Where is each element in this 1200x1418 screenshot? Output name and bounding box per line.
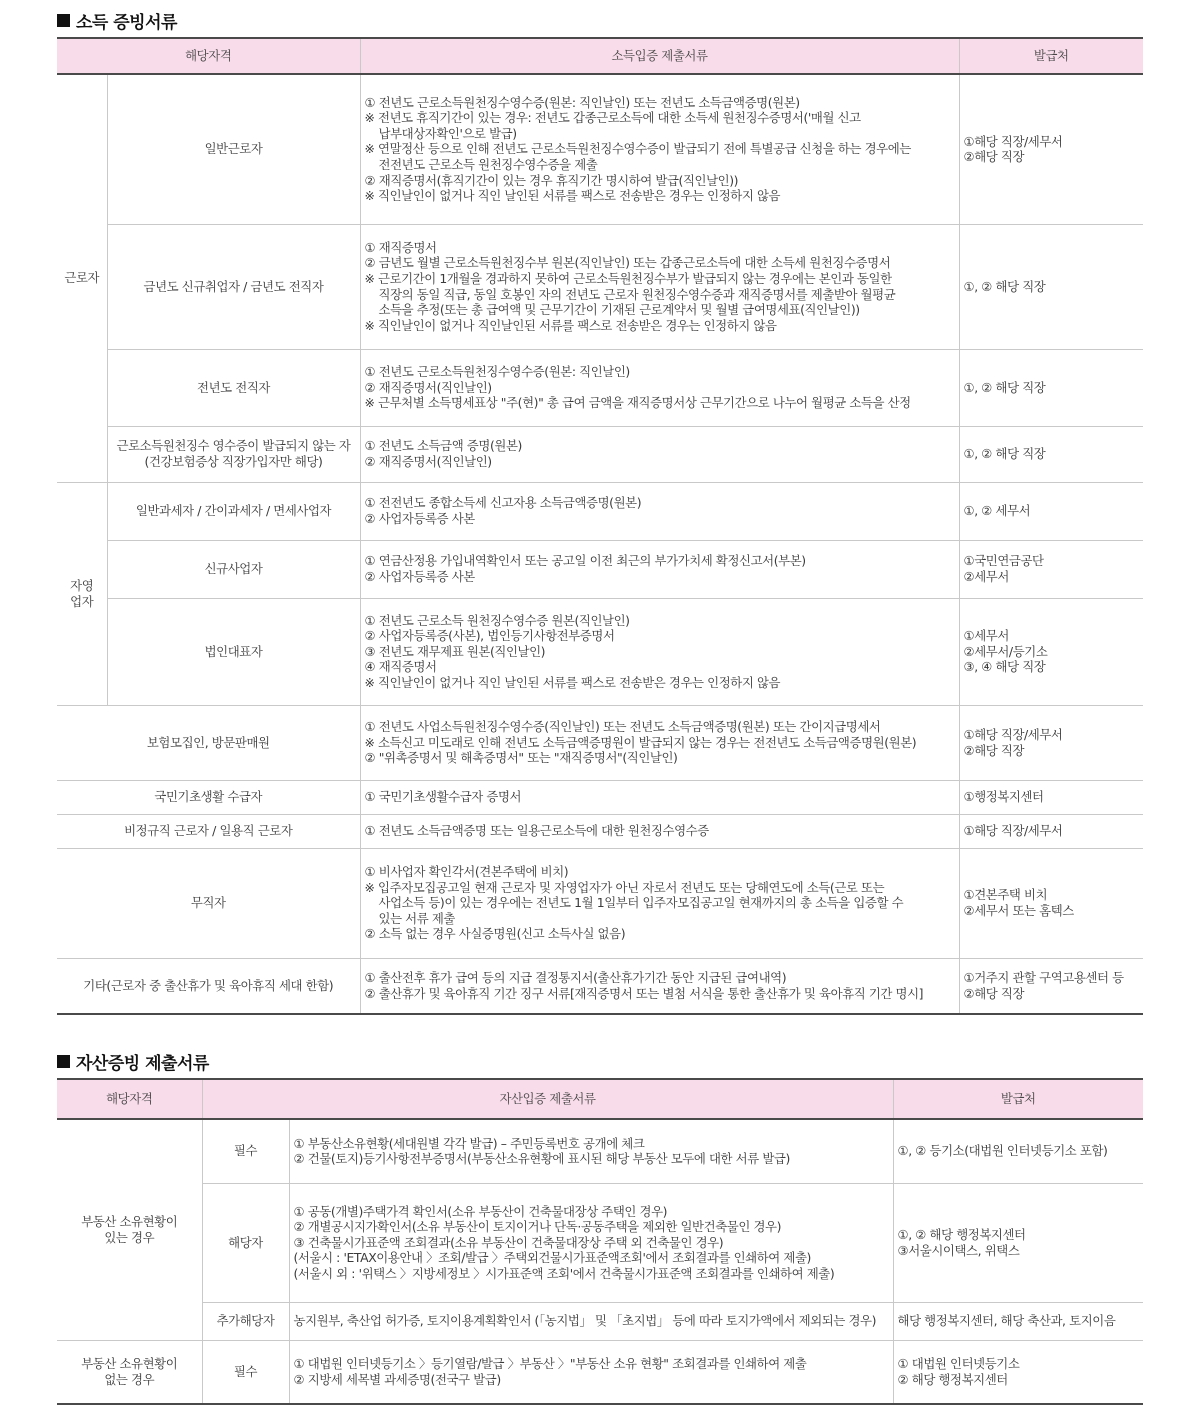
table-row [57, 224, 1143, 349]
doc-line: 직장의 동일 직급, 동일 호봉인 자의 전년도 근로자 원천징수영수증과 재직증명서를 제출받아 월평균 [378, 286, 896, 302]
col-header-documents: 자산입증 제출서류 [202, 1079, 893, 1119]
doc-line: ※ 직인날인이 없거나 직인 날인된 서류를 팩스로 전송받은 경우는 인정하지 않음 [364, 188, 781, 204]
col-header-issuer: 발급처 [893, 1079, 1143, 1119]
table-row [57, 1340, 1143, 1404]
issuer-line: ① 대법원 인터넷등기소 [897, 1356, 1020, 1372]
doc-line: (서울시 외 : '위택스 〉지방세정보 〉시가표준액 조회'에서 건축물시가표준액 조회결과를 인쇄하여 제출) [293, 1265, 835, 1281]
issuer-cell [959, 814, 1143, 848]
qualification-cell: 법인대표자 [107, 598, 360, 705]
issuer-line: ②세무서 [963, 569, 1009, 584]
documents-cell [360, 540, 959, 598]
asset-table-wrap [57, 1078, 1143, 1405]
documents-cell [360, 74, 959, 224]
documents-cell [360, 958, 959, 1014]
table-header-row [57, 38, 1143, 74]
table-row [57, 598, 1143, 705]
doc-line: ② "위촉증명서 및 해촉증명서" 또는 "재직증명서"(직인날인) [364, 750, 678, 766]
doc-line: ※ 직인날인이 없거나 직인날인된 서류를 팩스로 전송받은 경우는 인정하지 않음 [364, 317, 777, 333]
table-row [57, 1302, 1143, 1340]
table-row [57, 780, 1143, 814]
issuer-line: ①해당 직장/세무서 [963, 823, 1063, 839]
doc-line: ② 사업자등록증 사본 [364, 569, 475, 584]
asset-documents-table [57, 1078, 1143, 1405]
qualification-cell: 무직자 [57, 848, 360, 958]
issuer-line: ①, ② 등기소(대법원 인터넷등기소 포함) [897, 1143, 1108, 1159]
qualification-cell: 국민기초생활 수급자 [57, 780, 360, 814]
doc-line: ※ 근로기간이 1개월을 경과하지 못하여 근로소득원천징수부가 발급되지 않는 경우에는 본인과 동일한 [364, 270, 892, 286]
documents-cell [289, 1119, 893, 1183]
doc-line: ① 국민기초생활수급자 증명서 [364, 789, 522, 805]
doc-line: ② 건물(토지)등기사항전부증명서(부동산소유현황에 표시된 해당 부동산 모두에 대한 서류 발급) [293, 1151, 790, 1167]
issuer-line: ①, ② 해당 행정복지센터 [897, 1226, 1026, 1242]
doc-line: ③ 전년도 재무제표 원본(직인날인) [364, 643, 546, 659]
qualification-cell: 보험모집인, 방문판매원 [57, 705, 360, 780]
doc-line: ② 지방세 세목별 과세증명(전국구 발급) [293, 1371, 501, 1387]
qualification-cell: 기타(근로자 중 출산휴가 및 육아휴직 세대 한함) [57, 958, 360, 1014]
doc-line: ① 전년도 근로소득원천징수영수증(원본: 직인날인) [364, 364, 630, 380]
doc-line: ② 사업자등록증(사본), 법인등기사항전부증명서 [364, 628, 615, 644]
requirement-kind-cell: 필수 [202, 1340, 289, 1404]
table-row [57, 1183, 1143, 1302]
issuer-cell [959, 598, 1143, 705]
doc-line: 소득을 추정(또는 총 급여액 및 근무기간이 기재된 근로계약서 및 월별 급여명세표(직인날인)) [378, 302, 860, 318]
table-row [57, 482, 1143, 540]
doc-line: ① 전년도 근로소득 원천징수영수증 원본(직인날인) [364, 612, 630, 628]
qualification-cell: 일반근로자 [107, 74, 360, 224]
qualification-cell: 비정규직 근로자 / 일용직 근로자 [57, 814, 360, 848]
qualification-cell: 전년도 전직자 [107, 349, 360, 426]
table-row [57, 958, 1143, 1014]
square-bullet-icon [57, 14, 70, 27]
issuer-cell [959, 349, 1143, 426]
doc-line: ※ 근무처별 소득명세표상 "주(현)" 총 급여 금액을 재직증명서상 근무기간으로 나누어 월평균 소득을 산정 [364, 395, 911, 411]
col-header-qualification: 해당자격 [57, 1079, 202, 1119]
doc-line: ② 출산휴가 및 육아휴직 기간 징구 서류[재직증명서 또는 별첨 서식을 통한 출산휴가 및 육아휴직 기간 명시] [364, 985, 924, 1001]
doc-line: ※ 소득신고 미도래로 인해 전년도 소득금액증명원이 발급되지 않는 경우는 전전년도 소득금액증명원(원본) [364, 734, 917, 750]
issuer-cell [959, 540, 1143, 598]
documents-cell [360, 598, 959, 705]
requirement-kind-cell: 해당자 [202, 1183, 289, 1302]
issuer-line: ②세무서 또는 홈텍스 [963, 903, 1074, 918]
issuer-line: ①국민연금공단 [963, 553, 1044, 569]
asset-section-heading [57, 1049, 209, 1073]
documents-cell [289, 1340, 893, 1404]
table-row [57, 349, 1143, 426]
doc-line: ① 전년도 근로소득원천징수영수증(원본: 직인날인) 또는 전년도 소득금액증명(원본) [364, 94, 800, 110]
doc-line: ④ 재직증명서 [364, 659, 437, 675]
doc-line: (서울시 : 'ETAX이용안내 〉조회/발급 〉주택외건물시가표준액조회'에서 조회결과를 인쇄하여 제출) [293, 1250, 811, 1266]
doc-line: 사업소득 등)이 있는 경우에는 전년도 1월 1일부터 입주자모집공고일 현재까지의 총 소득을 입증할 수 [378, 895, 904, 911]
income-documents-table [57, 37, 1143, 1015]
doc-line: ① 전전년도 종합소득세 신고자용 소득금액증명(원본) [364, 495, 642, 511]
doc-line: ② 금년도 월별 근로소득원천징수부 원본(직인날인) 또는 갑종근로소득에 대한 소득세 원천징수증명서 [364, 255, 891, 271]
qualification-cell: 신규사업자 [107, 540, 360, 598]
documents-cell [360, 848, 959, 958]
issuer-cell [959, 705, 1143, 780]
doc-line: 농지원부, 축산업 허가증, 토지이용계획확인서 (「농지법」 및 「초지법」 등에 따라 토지가액에서 제외되는 경우) [293, 1313, 877, 1329]
table-row [57, 848, 1143, 958]
issuer-line: ② 해당 행정복지센터 [897, 1371, 1008, 1387]
issuer-cell [959, 224, 1143, 349]
table-row [57, 540, 1143, 598]
issuer-line: ②해당 직장 [963, 742, 1025, 758]
issuer-cell [959, 780, 1143, 814]
doc-line: ※ 연말정산 등으로 인해 전년도 근로소득원천징수영수증이 발급되기 전에 특별공급 신청을 하는 경우에는 [364, 141, 911, 157]
group-label-property-owner: 부동산 소유현황이 있는 경우 [57, 1119, 202, 1340]
issuer-line: ①견본주택 비치 [963, 887, 1048, 903]
issuer-cell [959, 848, 1143, 958]
documents-cell [360, 482, 959, 540]
requirement-kind-cell: 추가해당자 [202, 1302, 289, 1340]
requirement-kind-cell: 필수 [202, 1119, 289, 1183]
doc-line: ※ 입주자모집공고일 현재 근로자 및 자영업자가 아닌 자로서 전년도 또는 당해연도에 소득(근로 또는 [364, 879, 885, 895]
doc-line: 납부대상자확인'으로 발급) [378, 125, 517, 141]
doc-line: ② 재직증명서(직인날인) [364, 454, 492, 469]
issuer-line: 해당 행정복지센터, 해당 축산과, 토지이음 [897, 1313, 1116, 1329]
qualification-cell: 근로소득원천징수 영수증이 발급되지 않는 자 (건강보험증상 직장가입자만 해당) [107, 426, 360, 482]
table-row [57, 74, 1143, 224]
doc-line: ① 비사업자 확인각서(견본주택에 비치) [364, 864, 569, 880]
doc-line: ② 사업자등록증 사본 [364, 511, 475, 526]
doc-line: ② 개별공시지가확인서(소유 부동산이 토지이거나 단독·공동주택을 제외한 일반건축물인 경우) [293, 1219, 782, 1235]
issuer-line: ①, ② 해당 직장 [963, 379, 1046, 395]
issuer-line: ③서울시이택스, 위택스 [897, 1242, 1020, 1258]
qualification-cell: 금년도 신규취업자 / 금년도 전직자 [107, 224, 360, 349]
issuer-line: ③, ④ 해당 직장 [963, 659, 1046, 675]
documents-cell [360, 224, 959, 349]
table-row [57, 426, 1143, 482]
doc-line: ③ 건축물시가표준액 조회결과(소유 부동산이 건축물대장상 주택 외 건축물인 경우) [293, 1234, 724, 1250]
doc-line: ① 전년도 사업소득원천징수영수증(직인날인) 또는 전년도 소득금액증명(원본) 또는 간이지급명세서 [364, 719, 881, 735]
issuer-cell [893, 1340, 1143, 1404]
issuer-line: ①, ② 세무서 [963, 503, 1031, 519]
group-label-non-owner: 부동산 소유현황이 없는 경우 [57, 1340, 202, 1404]
issuer-cell [959, 74, 1143, 224]
documents-cell [289, 1183, 893, 1302]
col-header-qualification: 해당자격 [57, 38, 360, 74]
group-label-self-employed: 자영 업자 [57, 482, 107, 705]
doc-line: ② 재직증명서(직인날인) [364, 379, 492, 395]
issuer-line: ①해당 직장/세무서 [963, 726, 1063, 742]
documents-cell [289, 1302, 893, 1340]
documents-cell [360, 780, 959, 814]
doc-line: 있는 서류 제출 [378, 910, 455, 926]
issuer-cell [959, 426, 1143, 482]
table-row [57, 705, 1143, 780]
issuer-cell [893, 1302, 1143, 1340]
issuer-line: ①, ② 해당 직장 [963, 278, 1046, 294]
doc-line: ※ 전년도 휴직기간이 있는 경우: 전년도 갑종근로소득에 대한 소득세 원천징수증명서('매월 신고 [364, 110, 861, 126]
qualification-cell: 일반과세자 / 간이과세자 / 면세사업자 [107, 482, 360, 540]
table-row [57, 814, 1143, 848]
documents-cell [360, 426, 959, 482]
issuer-line: ②세무서/등기소 [963, 643, 1048, 659]
income-section-heading [57, 8, 177, 32]
doc-line: ① 출산전후 휴가 급여 등의 지급 결정통지서(출산휴가기간 동안 지급된 급여내역) [364, 970, 787, 986]
issuer-cell [893, 1119, 1143, 1183]
issuer-line: ②해당 직장 [963, 149, 1025, 165]
doc-line: ② 재직증명서(휴직기간이 있는 경우 휴직기간 명시하여 발급(직인날인)) [364, 172, 739, 188]
income-section-title: 소득 증빙서류 [76, 12, 177, 33]
documents-cell [360, 814, 959, 848]
issuer-cell [893, 1183, 1143, 1302]
income-table-wrap [57, 37, 1143, 1015]
group-label-worker: 근로자 [57, 74, 107, 482]
doc-line: ① 전년도 소득금액증명 또는 일용근로소득에 대한 원천징수영수증 [364, 823, 709, 839]
issuer-line: ①해당 직장/세무서 [963, 133, 1063, 149]
documents-cell [360, 705, 959, 780]
doc-line: ① 재직증명서 [364, 239, 437, 255]
doc-line: ① 대법원 인터넷등기소 〉등기열람/발급 〉부동산 〉"부동산 소유 현황" 조회결과를 인쇄하여 제출 [293, 1356, 807, 1372]
doc-line: ② 소득 없는 경우 사실증명원(신고 소득사실 없음) [364, 926, 626, 942]
doc-line: ① 전년도 소득금액 증명(원본) [364, 438, 522, 454]
asset-section-title: 자산증빙 제출서류 [76, 1053, 209, 1074]
col-header-issuer: 발급처 [959, 38, 1143, 74]
table-row [57, 1119, 1143, 1183]
issuer-cell [959, 482, 1143, 540]
col-header-documents: 소득입증 제출서류 [360, 38, 959, 74]
issuer-cell [959, 958, 1143, 1014]
issuer-line: ①거주지 관할 구역고용센터 등 [963, 970, 1124, 986]
documents-cell [360, 349, 959, 426]
issuer-line: ①행정복지센터 [963, 789, 1044, 805]
doc-line: ① 부동산소유현황(세대원별 각각 발급) – 주민등록번호 공개에 체크 [293, 1135, 645, 1151]
doc-line: ① 연금산정용 가입내역확인서 또는 공고일 이전 최근의 부가가치세 확정신고서(부본) [364, 553, 806, 569]
square-bullet-icon [57, 1055, 70, 1068]
doc-line: 전전년도 근로소득 원천징수영수증을 제출 [378, 157, 598, 173]
doc-line: ※ 직인날인이 없거나 직인 날인된 서류를 팩스로 전송받은 경우는 인정하지 않음 [364, 674, 781, 690]
table-header-row [57, 1079, 1143, 1119]
issuer-line: ①, ② 해당 직장 [963, 446, 1046, 462]
doc-line: ① 공동(개별)주택가격 확인서(소유 부동산이 건축물대장상 주택인 경우) [293, 1203, 668, 1219]
issuer-line: ②해당 직장 [963, 985, 1025, 1001]
issuer-line: ①세무서 [963, 628, 1009, 644]
